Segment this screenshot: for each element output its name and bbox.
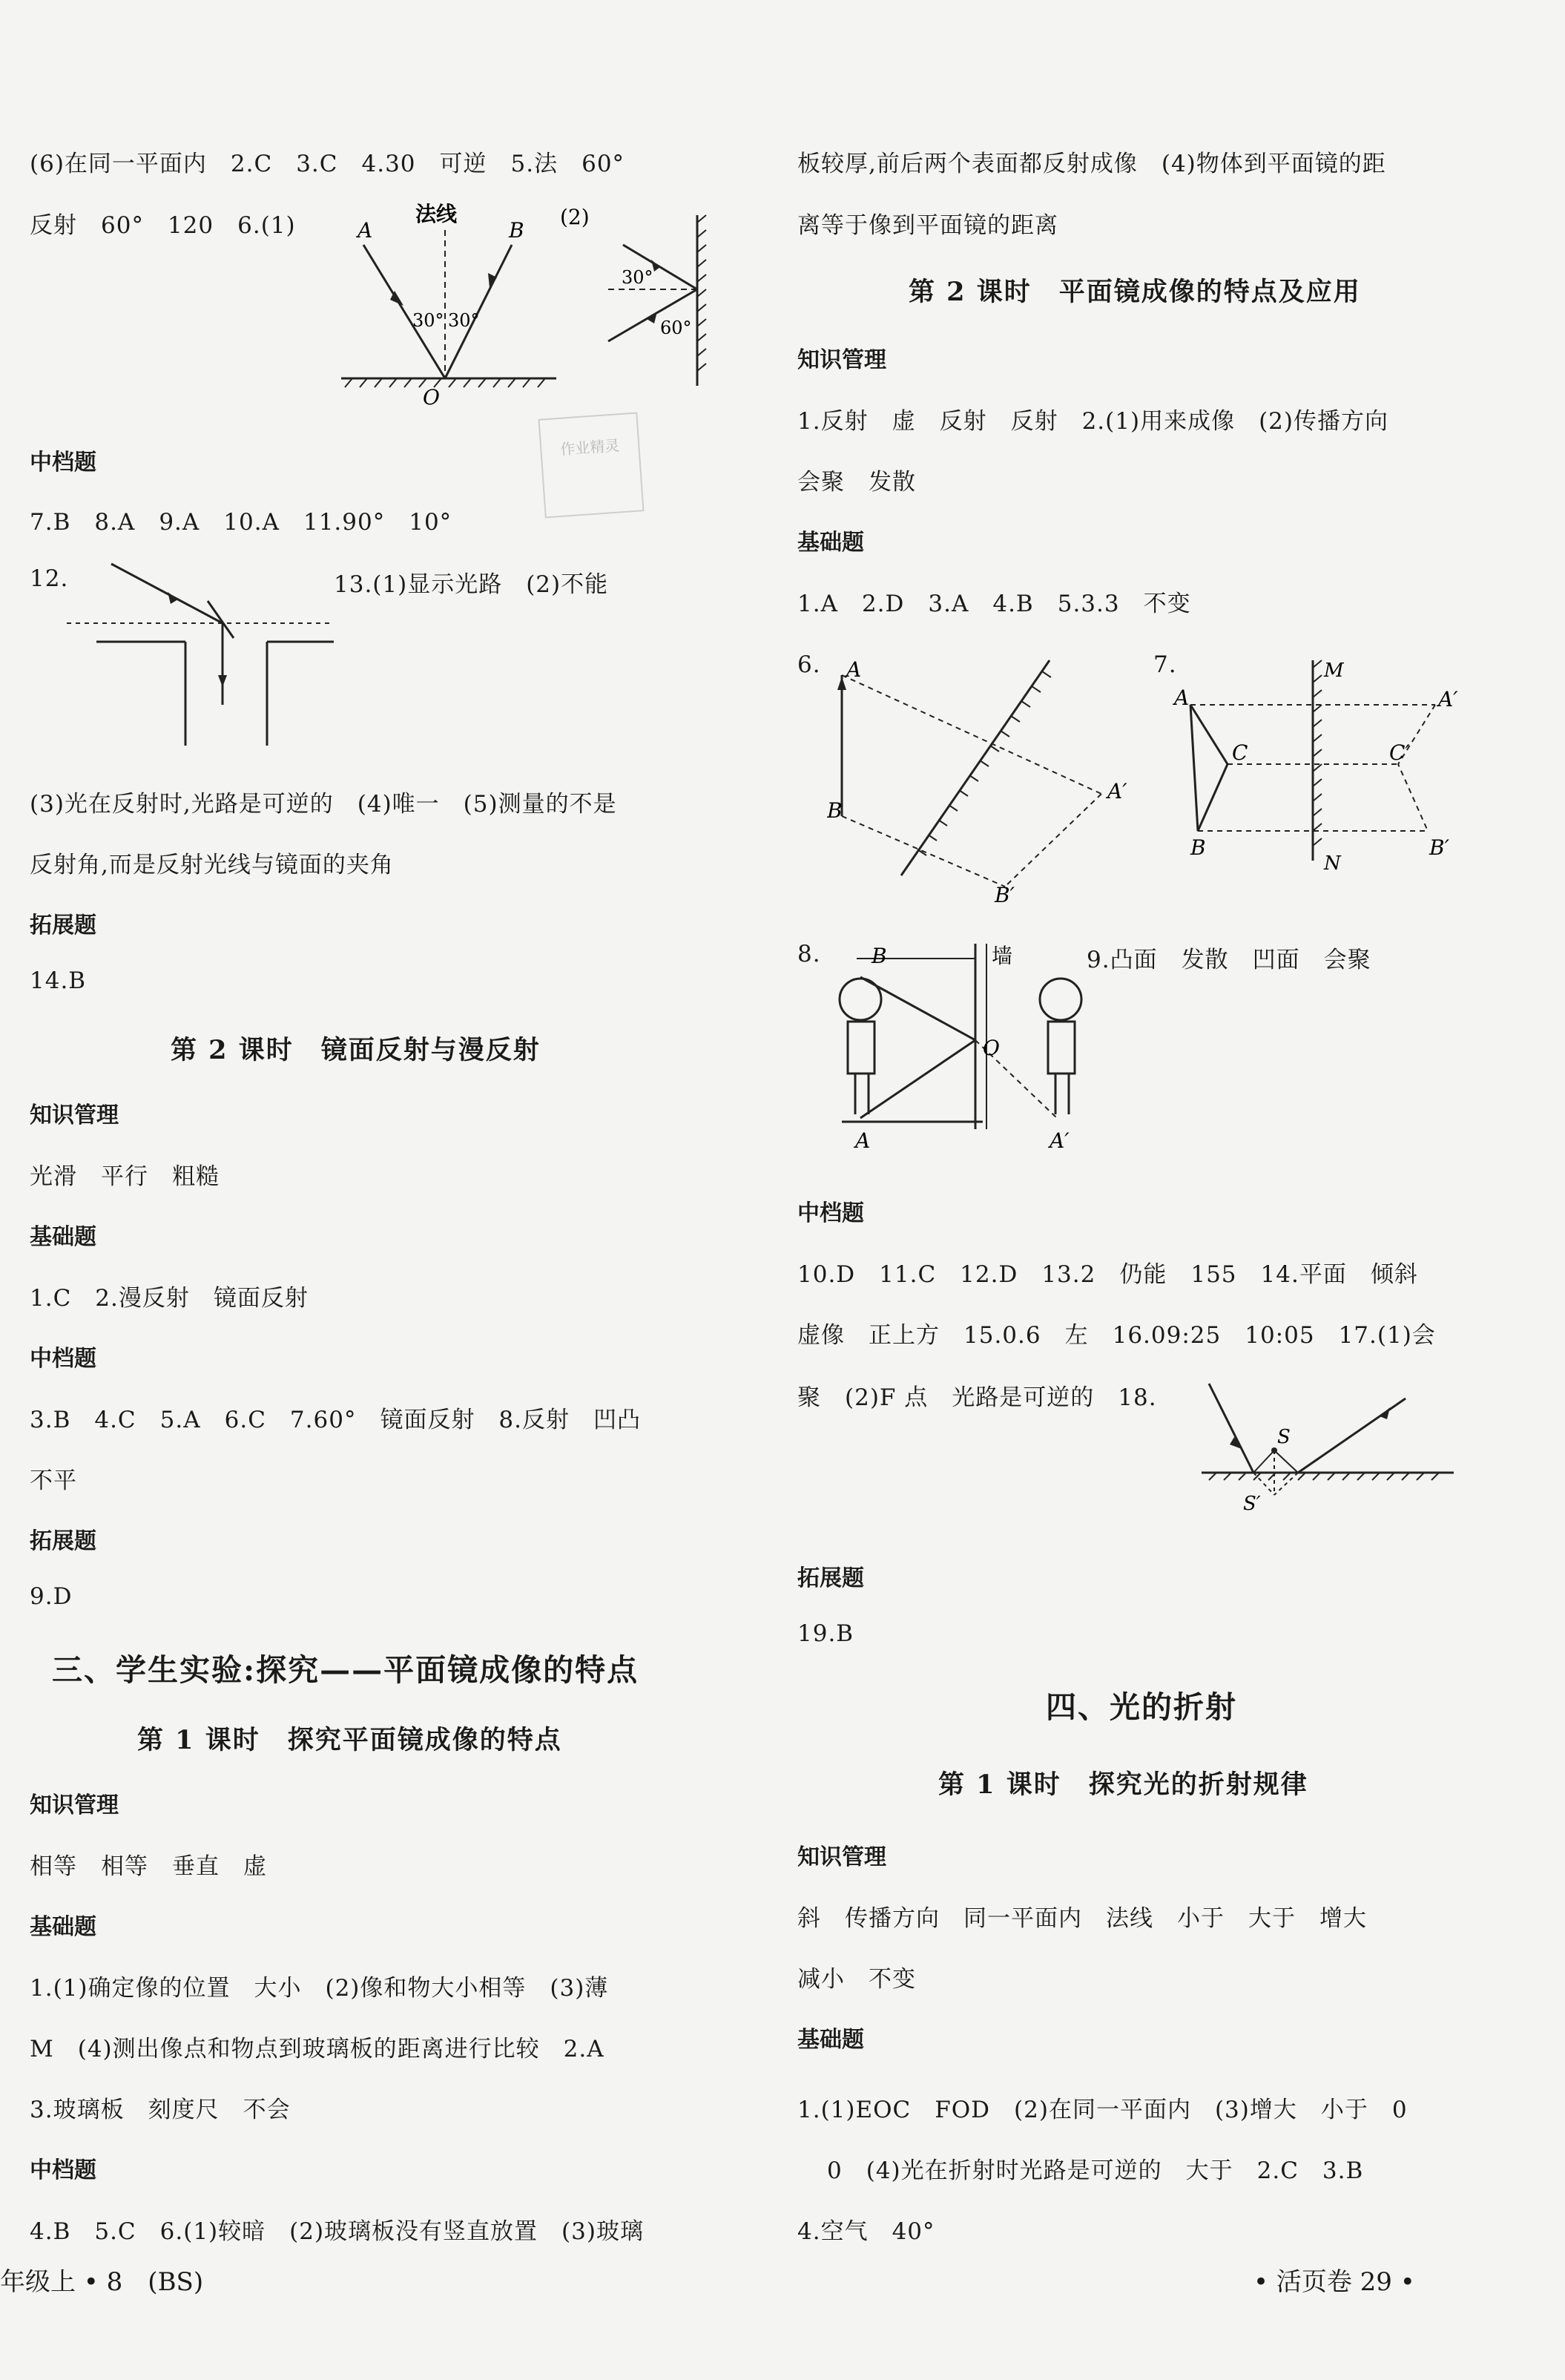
point-b-label: B: [872, 944, 887, 968]
answer-line: 19.B: [797, 1620, 854, 1647]
section-heading: 中档题: [30, 1346, 96, 1372]
stamp-text: 作业精灵: [559, 436, 621, 458]
mirror-image-diagram-7: [1168, 645, 1502, 875]
reflection-diagram: [312, 200, 727, 408]
answer-line: 1.(1)EOC FOD (2)在同一平面内 (3)增大 小于 0: [797, 2097, 1408, 2123]
answer-line: 9.D: [30, 1583, 73, 1610]
section-heading: 基础题: [797, 530, 864, 556]
answer-line: 反射 60° 120 6.(1): [30, 212, 296, 239]
section-heading: 知识管理: [797, 347, 886, 373]
normal-label: 法线: [415, 202, 458, 226]
answer-line: 相等 相等 垂直 虚: [30, 1853, 267, 1880]
answer-line: 6.: [797, 651, 821, 678]
answer-line: 1.C 2.漫反射 镜面反射: [30, 1285, 309, 1312]
section-heading: 基础题: [30, 1224, 96, 1250]
section-heading: 知识管理: [30, 1792, 119, 1818]
answer-line: 4.B 5.C 6.(1)较暗 (2)玻璃板没有竖直放置 (3)玻璃: [30, 2218, 644, 2245]
answer-line: (6)在同一平面内 2.C 3.C 4.30 可逆 5.法 60°: [30, 151, 625, 177]
lesson-title: 第 2 课时 平面镜成像的特点及应用: [909, 277, 1361, 307]
section-heading: 拓展题: [797, 1565, 864, 1591]
image-b-label: B′: [1429, 835, 1449, 860]
wall-label: 墙: [992, 944, 1013, 968]
point-b-label: B: [1190, 835, 1206, 860]
answer-line: (3)光在反射时,光路是可逆的 (4)唯一 (5)测量的不是: [30, 791, 617, 818]
image-s-label: S′: [1243, 1493, 1261, 1515]
answer-line: 3.B 4.C 5.A 6.C 7.60° 镜面反射 8.反射 凹凸: [30, 1407, 642, 1433]
answer-line: 会聚 发散: [797, 469, 916, 496]
point-c-label: C: [1232, 740, 1248, 765]
section-heading: 拓展题: [30, 913, 96, 938]
answer-line: 减小 不变: [797, 1966, 916, 1993]
point-o-label: O: [983, 1036, 1000, 1060]
point-a-label: A: [1174, 686, 1190, 710]
answer-line: 反射角,而是反射光线与镜面的夹角: [30, 852, 394, 878]
section-heading: 中档题: [30, 2157, 96, 2183]
lesson-title: 第 1 课时 探究光的折射规律: [938, 1769, 1308, 1800]
answer-line: 10.D 11.C 12.D 13.2 仍能 155 14.平面 倾斜: [797, 1261, 1418, 1288]
chapter-title: 四、光的折射: [1046, 1689, 1237, 1725]
answer-line: 聚 (2)F 点 光路是可逆的 18.: [797, 1384, 1157, 1411]
answer-line: 1.(1)确定像的位置 大小 (2)像和物大小相等 (3)薄: [30, 1975, 609, 2002]
section-heading: 中档题: [30, 450, 96, 476]
answer-line: 7.: [1153, 651, 1177, 678]
section-heading: 中档题: [797, 1200, 864, 1226]
section-heading: 基础题: [797, 2027, 864, 2053]
answer-line: 不平: [30, 1467, 77, 1494]
angle-label: 60°: [660, 318, 692, 338]
answer-line: 0 (4)光在折射时光路是可逆的 大于 2.C 3.B: [827, 2157, 1364, 2184]
mirror-n-label: N: [1324, 852, 1341, 875]
answer-line: 14.B: [30, 967, 87, 994]
angle-label: 30°: [412, 310, 444, 331]
chapter-title: 三、学生实验:探究——平面镜成像的特点: [52, 1652, 639, 1688]
periscope-diagram: [67, 556, 349, 757]
mirror-m-label: M: [1324, 660, 1344, 682]
angle-label: 30°: [622, 267, 653, 288]
lesson-title: 第 2 课时 镜面反射与漫反射: [171, 1035, 541, 1065]
watermark-stamp: [538, 412, 644, 518]
source-s-label: S: [1277, 1426, 1291, 1448]
answer-line: 光滑 平行 粗糙: [30, 1163, 220, 1190]
section-heading: 知识管理: [797, 1844, 886, 1870]
mirror-image-diagram-6: [827, 653, 1168, 905]
image-a-label: A′: [1107, 779, 1127, 803]
lesson-title: 第 1 课时 探究平面镜成像的特点: [137, 1725, 562, 1755]
image-a-label: A′: [1438, 687, 1458, 711]
answer-line: 1.A 2.D 3.A 4.B 5.3.3 不变: [797, 591, 1191, 617]
section-heading: 拓展题: [30, 1528, 96, 1554]
image-a-label: A′: [1050, 1128, 1070, 1153]
point-o-label: O: [423, 385, 440, 408]
image-b-label: B′: [995, 883, 1015, 905]
subfigure-label: (2): [560, 205, 590, 229]
answer-line: 1.反射 虚 反射 反射 2.(1)用来成像 (2)传播方向: [797, 408, 1388, 435]
answer-line: 4.空气 40°: [797, 2218, 935, 2245]
image-c-label: C′: [1389, 740, 1410, 765]
answer-line: 7.B 8.A 9.A 10.A 11.90° 10°: [30, 509, 452, 536]
answer-line: 3.玻璃板 刻度尺 不会: [30, 2097, 291, 2123]
answer-line: 斜 传播方向 同一平面内 法线 小于 大于 增大: [797, 1905, 1367, 1932]
answer-line: 虚像 正上方 15.0.6 左 16.09:25 10:05 17.(1)会: [797, 1322, 1436, 1349]
answer-line: 离等于像到平面镜的距离: [797, 212, 1058, 239]
point-a-label: A: [855, 1128, 871, 1153]
angle-label: 30°: [448, 310, 480, 331]
answer-line: 9.凸面 发散 凹面 会聚: [1087, 947, 1371, 973]
answer-line: 13.(1)显示光路 (2)不能: [334, 571, 609, 598]
section-heading: 基础题: [30, 1914, 96, 1940]
footer-left: 年级上 • 8 (BS): [0, 2267, 204, 2297]
section-heading: 知识管理: [30, 1102, 119, 1128]
point-source-diagram-18: [1194, 1369, 1461, 1517]
point-a-label: A: [846, 657, 862, 682]
answer-line: 8.: [797, 941, 821, 967]
answer-line: 12.: [30, 565, 69, 592]
footer-right: • 活页卷 29 •: [1253, 2267, 1415, 2297]
point-b-label: B: [827, 798, 843, 823]
point-b-label: B: [509, 218, 524, 243]
answer-line: 板较厚,前后两个表面都反射成像 (4)物体到平面镜的距: [797, 151, 1386, 177]
answer-line: M (4)测出像点和物点到玻璃板的距离进行比较 2.A: [30, 2036, 604, 2062]
point-a-label: A: [358, 218, 373, 243]
